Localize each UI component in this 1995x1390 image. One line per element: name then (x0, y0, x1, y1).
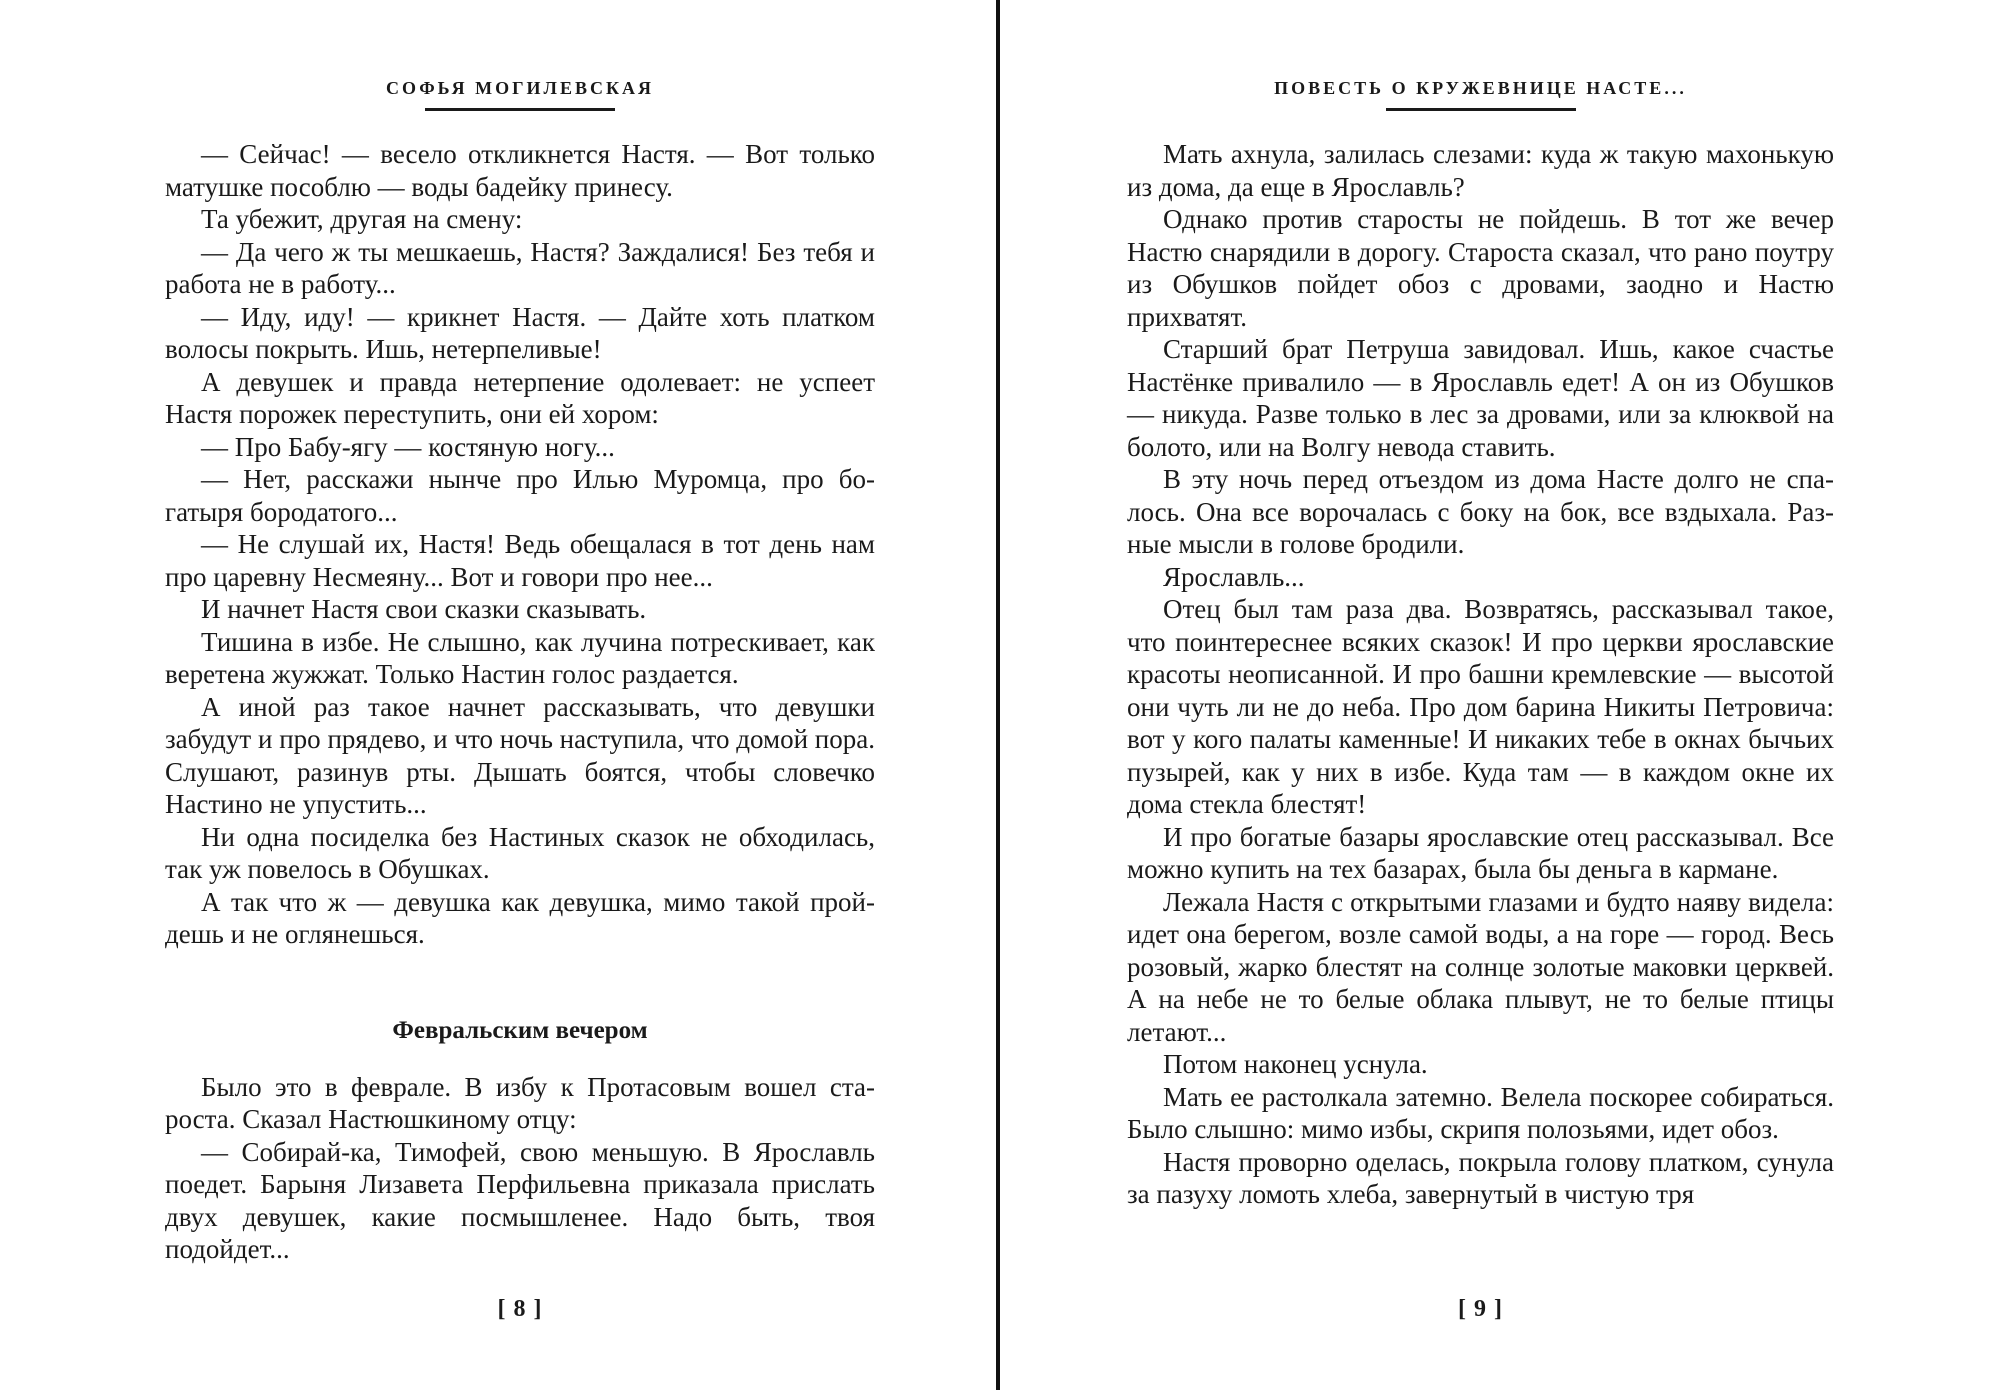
paragraph: Было это в феврале. В избу к Протасовым вошел староста. Сказал Настюшкиному отцу: (165, 1071, 875, 1134)
paragraph: Та убежит, другая на смену: (201, 204, 523, 234)
running-head-title: ПОВЕСТЬ О КРУЖЕВНИЦЕ НАСТЕ... (1274, 78, 1687, 98)
paragraph: Однако против старосты не пойдешь. В тот же вечер Настю снарядили в дорогу. Староста сказал, что рано поутру из Обушков пойдет обоз с дровами, заодно и Настю прихватят. (1127, 204, 1834, 332)
running-head-rule (425, 108, 615, 111)
paragraph: — Про Бабу-ягу — костяную ногу... (201, 431, 615, 462)
paragraph: Ни одна посиделка без Настиных сказок не обходилась, так уж повелось в Обушках. (165, 821, 875, 884)
running-head-author: СОФЬЯ МОГИЛЕВСКАЯ (385, 78, 655, 98)
paragraph: А так что ж — девушка как девушка, мимо такой пройдешь и не оглянешься. (165, 886, 875, 949)
right-page (1127, 0, 1834, 1390)
paragraph: И начнет Настя свои сказки сказывать. (201, 594, 647, 624)
paragraph: В эту ночь перед отъездом из дома Насте долго не спалось. Она все ворочалась с боку на бок, все вздыхала. Разные мысли в голове бродили. (1127, 464, 1834, 559)
running-head-rule (1386, 108, 1576, 111)
paragraph: — Собирай-ка, Тимофей, свою меньшую. В Ярославль поедет. Барыня Лизавета Перфильевна приказала прислать двух девушек, какие посмышленее. Надо быть, твоя подойдет... (165, 1136, 875, 1264)
paragraph: — Не слушай их, Настя! Ведь обещалася в тот день нам про царевну Несмеяну... Вот и говори про нее... (165, 529, 875, 592)
page-number: [ 9 ] (1458, 1296, 1503, 1322)
page-number: [ 8 ] (497, 1296, 543, 1322)
paragraph: Мать ахнула, залилась слезами: куда ж такую махонькую из дома, да еще в Ярославль? (1127, 139, 1834, 202)
paragraph: Старший брат Петруша завидовал. Ишь, какое счастье Настёнке привалило — в Ярославль едет! А он из Обушков — никуда. Разве только в лес за дровами, или за клюквой на болото, или на Волгу невода ставить. (1127, 334, 1834, 462)
paragraph: Потом наконец уснула. (1163, 1049, 1428, 1079)
paragraph: А девушек и правда нетерпение одолевает: не успеет Настя порожек переступить, они ей хором: (165, 366, 875, 429)
paragraph: Лежала Настя с открытыми глазами и будто наяву видела: идет она берегом, возле самой воды, а на горе — город. Весь розовый, жарко блестят на солнце золотые маковки церквей. А на небе не то белые облака плывут, не то белые птицы летают... (1127, 886, 1834, 1047)
paragraph: — Да чего ж ты мешкаешь, Настя? Заждалися! Без тебя и работа не в работу... (165, 236, 875, 299)
left-page (165, 0, 875, 1390)
paragraph: Ярославль... (1163, 561, 1305, 592)
section-title: Февральским вечером (392, 1016, 648, 1044)
paragraph: — Сейчас! — весело откликнется Настя. — Вот только матушке пособлю — воды бадейку принесу. (165, 139, 875, 202)
paragraph: Настя проворно оделась, покрыла голову платком, сунула за пазуху ломоть хлеба, завернутый в чистую тря (1127, 1146, 1834, 1209)
paragraph: И про богатые базары ярославские отец рассказывал. Все можно купить на тех базарах, была бы деньга в кармане. (1127, 821, 1834, 884)
paragraph: А иной раз такое начнет рассказывать, что девушки забудут и про прядево, и что ночь наступила, что домой пора. Слушают, разинув рты. Дышать боятся, чтобы словечко Настино не упустить... (165, 691, 875, 819)
paragraph: — Нет, расскажи нынче про Илью Муромца, про богатыря бородатого... (165, 464, 875, 527)
paragraph: Отец был там раза два. Возвратясь, рассказывал такое, что поинтереснее всяких сказок! И про церкви ярославские красоты неописанной. И про башни кремлевские — высотой они чуть ли не до неба. Про дом барина Никиты Петровича: вот у кого палаты каменные! И никаких тебе в окнах бычьих пузырей, как у них в избе. Куда там — в каждом окне их дома стекла блестят! (1127, 594, 1834, 819)
left-page-body (165, 138, 875, 1266)
paragraph: — Иду, иду! — крикнет Настя. — Дайте хоть платком волосы покрыть. Ишь, нетерпеливые! (165, 301, 875, 364)
paragraph: Тишина в избе. Не слышно, как лучина потрескивает, как веретена жужжат. Только Настин голос раздается. (165, 626, 875, 689)
right-page-body (1127, 138, 1834, 1211)
page-gutter-divider (996, 0, 1000, 1390)
paragraph: Мать ее растолкала затемно. Велела поскорее собираться. Было слышно: мимо избы, скрипя полозьями, идет обоз. (1127, 1081, 1834, 1144)
